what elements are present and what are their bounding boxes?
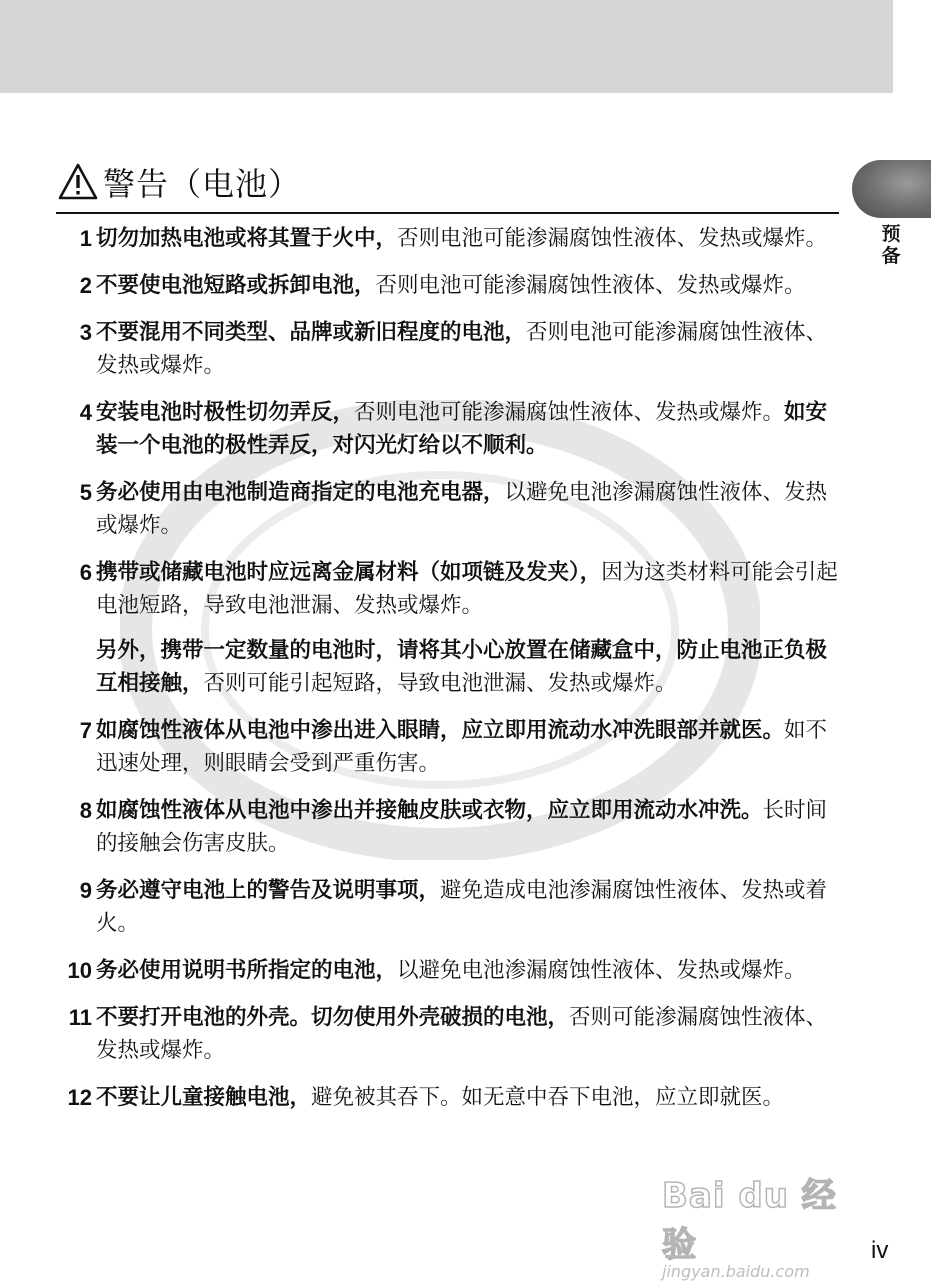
- item-detail-text: 长时间的接触会伤害皮肤。: [96, 798, 828, 856]
- item-paragraph: [96, 396, 841, 462]
- item-number: 10: [67, 958, 92, 983]
- item-warning-text: 安装电池时极性切勿弄反，: [96, 400, 355, 425]
- baidu-url: jingyan.baidu.com: [662, 1262, 810, 1281]
- item-warning-text: 不要使电池短路或拆卸电池，: [96, 273, 376, 298]
- item-paragraph: [96, 556, 841, 622]
- section-tab-label: [880, 223, 902, 267]
- item-detail-text: 因为这类材料可能会引起电池短路，导致电池泄漏、发热或爆炸。: [96, 560, 838, 618]
- top-gray-band: [0, 0, 893, 93]
- item-number: 2: [79, 273, 92, 298]
- item-paragraph: [96, 269, 841, 302]
- header-divider: [56, 212, 839, 214]
- warning-item: [56, 269, 841, 302]
- item-warning-text: 切勿加热电池或将其置于火中，: [96, 226, 398, 251]
- item-number: 8: [79, 798, 92, 823]
- item-number: 12: [67, 1085, 92, 1110]
- item-paragraph: [96, 794, 841, 860]
- section-tab-char: 预: [881, 223, 901, 245]
- item-warning-text: 如安装一个电池的极性弄反，对闪光灯给以不顺利。: [96, 400, 828, 458]
- item-paragraph: [96, 714, 841, 780]
- warning-item: [56, 874, 841, 940]
- warning-item: [56, 222, 841, 255]
- item-number: 3: [79, 320, 92, 345]
- section-tab-char: 备: [881, 245, 901, 267]
- item-paragraph: [96, 1081, 841, 1114]
- item-detail-text: 以避免电池渗漏腐蚀性液体、发热或爆炸。: [96, 480, 828, 538]
- item-warning-text: 如腐蚀性液体从电池中渗出进入眼睛，应立即用流动水冲洗眼部并就医。: [96, 718, 785, 743]
- warning-item: [56, 316, 841, 382]
- warning-item: [56, 954, 841, 987]
- item-number: 4: [79, 400, 92, 425]
- item-detail-text: 避免被其吞下。如无意中吞下电池，应立即就医。: [311, 1085, 785, 1110]
- baidu-watermark: [662, 1168, 862, 1281]
- item-paragraph: [96, 316, 841, 382]
- item-warning-text: 不要让儿童接触电池，: [96, 1085, 312, 1110]
- item-detail-text: 否则可能渗漏腐蚀性液体、发热或爆炸。: [96, 1005, 828, 1063]
- item-paragraph: [96, 874, 841, 940]
- item-paragraph: [96, 476, 841, 542]
- item-warning-text: 务必使用说明书所指定的电池，: [96, 958, 398, 983]
- item-detail-text: 否则电池可能渗漏腐蚀性液体、发热或爆炸。: [354, 400, 785, 425]
- item-warning-text: 不要打开电池的外壳。切勿使用外壳破损的电池，: [96, 1005, 570, 1030]
- item-number: 11: [68, 1005, 92, 1030]
- item-detail-text: 否则电池可能渗漏腐蚀性液体、发热或爆炸。: [375, 273, 806, 298]
- section-tab-marker: [852, 160, 931, 218]
- item-detail-text: 如不迅速处理，则眼睛会受到严重伤害。: [96, 718, 828, 776]
- item-warning-text: 携带或储藏电池时应远离金属材料（如项链及发夹），: [96, 560, 602, 585]
- item-warning-text: 不要混用不同类型、品牌或新旧程度的电池，: [96, 320, 527, 345]
- warning-item: [56, 714, 841, 780]
- item-detail-text: 否则电池可能渗漏腐蚀性液体、发热或爆炸。: [96, 320, 828, 378]
- item-paragraph: [96, 1001, 841, 1067]
- item-number: 9: [79, 878, 92, 903]
- warning-item: [56, 1081, 841, 1114]
- item-warning-text: 务必使用由电池制造商指定的电池充电器，: [96, 480, 505, 505]
- item-warning-text: 另外，携带一定数量的电池时，请将其小心放置在储藏盒中，防止电池正负极互相接触，: [96, 638, 828, 696]
- item-detail-text: 否则可能引起短路，导致电池泄漏、发热或爆炸。: [203, 671, 677, 696]
- page-number: iv: [871, 1237, 889, 1264]
- item-detail-text: 以避免电池渗漏腐蚀性液体、发热或爆炸。: [397, 958, 806, 983]
- warning-item: [56, 476, 841, 542]
- item-paragraph: [96, 634, 841, 700]
- item-detail-text: 否则电池可能渗漏腐蚀性液体、发热或爆炸。: [397, 226, 828, 251]
- baidu-logo: Bai du 经验: [662, 1176, 837, 1265]
- item-number: 6: [79, 560, 92, 585]
- warning-item: [56, 556, 841, 700]
- warning-triangle-icon: [57, 162, 99, 202]
- item-number: 1: [79, 226, 92, 251]
- item-paragraph: [96, 222, 841, 255]
- item-warning-text: 如腐蚀性液体从电池中渗出并接触皮肤或衣物，应立即用流动水冲洗。: [96, 798, 763, 823]
- warning-list: [56, 222, 841, 1128]
- item-number: 7: [79, 718, 92, 743]
- warning-item: [56, 1001, 841, 1067]
- warning-header: [57, 160, 301, 204]
- warning-item: [56, 794, 841, 860]
- page-title: 警告（电池）: [103, 165, 302, 203]
- item-detail-text: 避免造成电池渗漏腐蚀性液体、发热或着火。: [96, 878, 828, 936]
- warning-item: [56, 396, 841, 462]
- item-paragraph: [96, 954, 841, 987]
- item-number: 5: [79, 480, 92, 505]
- item-warning-text: 务必遵守电池上的警告及说明事项，: [96, 878, 441, 903]
